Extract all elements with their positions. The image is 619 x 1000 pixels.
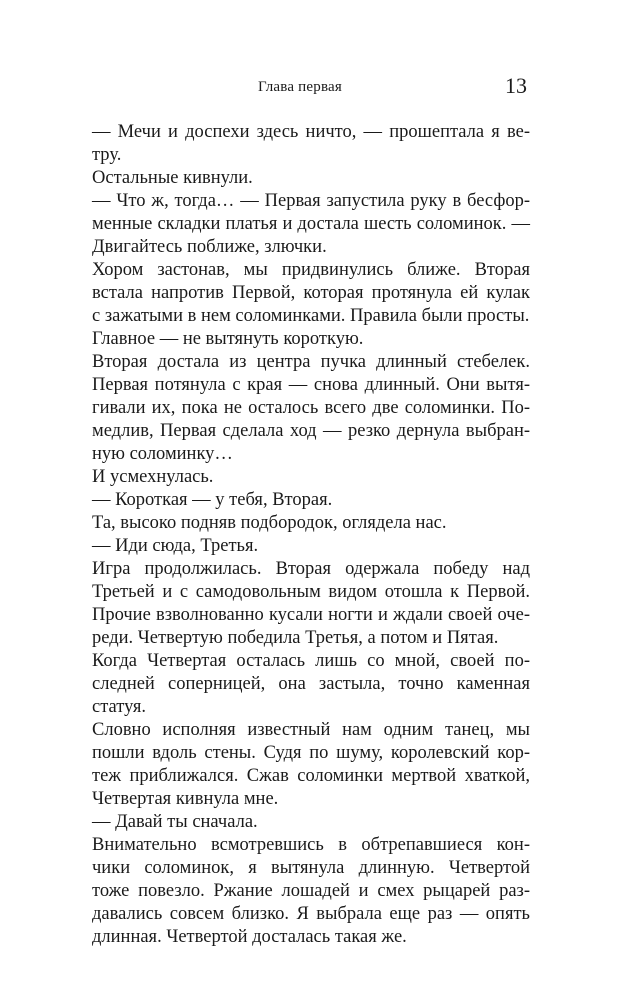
- text-line: — Мечи и доспехи здесь ничто, — прошептала я ве-: [92, 122, 530, 142]
- text-line: Четвертая кивнула мне.: [92, 789, 279, 809]
- text-line: Главное — не вытянуть короткую.: [92, 329, 364, 349]
- text-line: ную соломинку…: [92, 444, 233, 464]
- text-line: — Что ж, тогда… — Первая запустила руку в бесфор-: [92, 191, 530, 211]
- text-line: гивали их, пока не осталось всего две соломинки. По-: [92, 398, 530, 418]
- text-line: статуя.: [92, 697, 147, 717]
- text-line: Вторая достала из центра пучка длинный стебелек.: [92, 352, 530, 372]
- text-line: медлив, Первая сделала ход — резко дернула выбран-: [92, 421, 530, 441]
- text-line: Та, высоко подняв подбородок, оглядела нас.: [92, 513, 447, 533]
- text-line: — Давай ты сначала.: [92, 812, 258, 832]
- text-line: Третьей и с самодовольным видом отошла к Первой.: [92, 582, 530, 602]
- running-head: Глава первая: [258, 79, 343, 95]
- text-line: тру.: [92, 145, 122, 165]
- text-line: реди. Четвертую победила Третья, а потом и Пятая.: [92, 628, 499, 648]
- text-line: И усмехнулась.: [92, 467, 214, 487]
- text-line: — Короткая — у тебя, Вторая.: [92, 490, 333, 510]
- text-line: давались совсем близко. Я выбрала еще раз — опять: [92, 904, 530, 924]
- page-number: 13: [505, 73, 527, 98]
- text-line: — Иди сюда, Третья.: [92, 536, 259, 556]
- text-line: Словно исполняя известный нам одним танец, мы: [92, 720, 530, 740]
- text-line: следней соперницей, она застыла, точно каменная: [92, 674, 530, 694]
- text-line: Хором застонав, мы придвинулись ближе. Вторая: [92, 260, 530, 280]
- text-line: Первая потянула с края — снова длинный. Они вытя-: [92, 375, 530, 395]
- text-line: чики соломинок, я вытянула длинную. Четвертой: [92, 858, 530, 878]
- text-line: Внимательно всмотревшись в обтрепавшиеся кон-: [92, 835, 530, 855]
- text-line: длинная. Четвертой досталась такая же.: [92, 927, 407, 947]
- text-line: тоже повезло. Ржание лошадей и смех рыцарей раз-: [92, 881, 530, 901]
- body-text: [92, 121, 530, 949]
- text-line: встала напротив Первой, которая протянула ей кулак: [92, 283, 530, 303]
- text-line: Игра продолжилась. Вторая одержала победу над: [92, 559, 530, 579]
- text-line: с зажатыми в нем соломинками. Правила были просты.: [92, 306, 530, 326]
- text-line: менные складки платья и достала шесть соломинок. —: [92, 214, 530, 234]
- text-line: Прочие взволнованно кусали ногти и ждали своей оче-: [92, 605, 530, 625]
- text-line: Когда Четвертая осталась лишь со мной, своей по-: [92, 651, 530, 671]
- text-line: Двигайтесь поближе, злючки.: [92, 237, 327, 257]
- text-line: пошли вдоль стены. Судя по шуму, королевский кор-: [92, 743, 530, 763]
- text-line: Остальные кивнули.: [92, 168, 253, 188]
- text-line: теж приближался. Сжав соломинки мертвой хваткой,: [92, 766, 530, 786]
